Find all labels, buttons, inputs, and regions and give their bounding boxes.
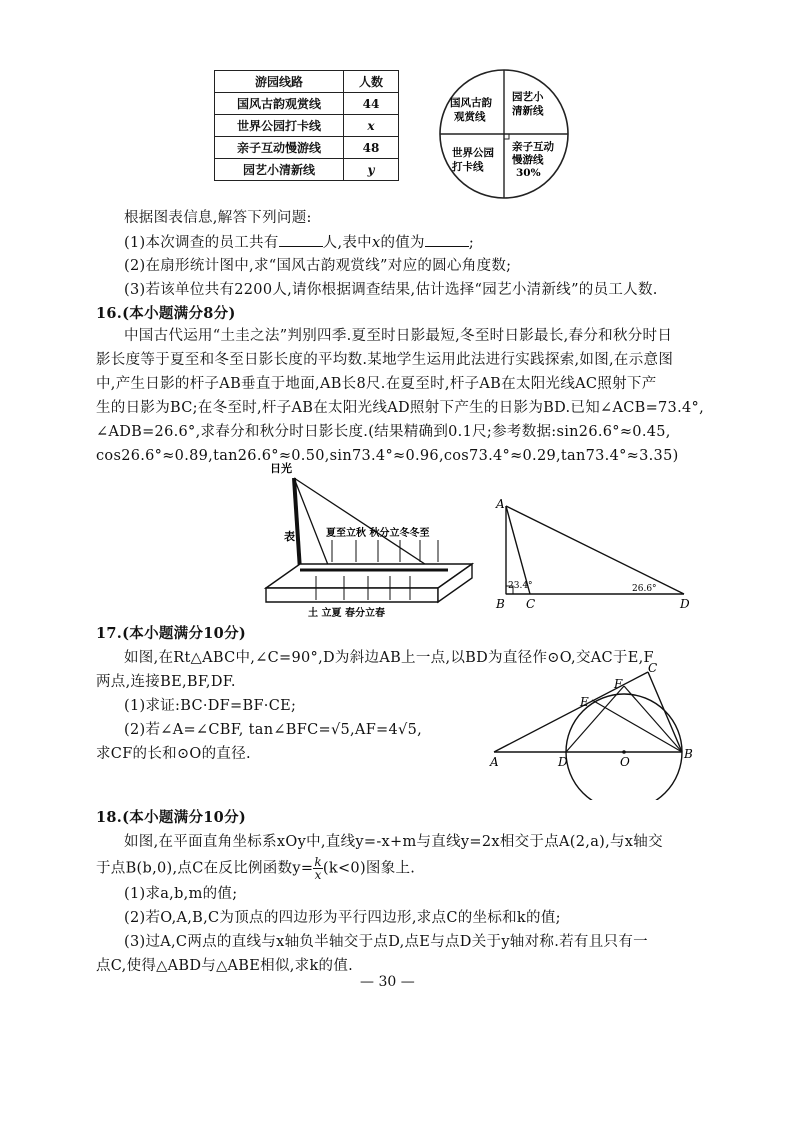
table-cell-route: 园艺小清新线	[215, 159, 344, 181]
q15-part1-d: 的值为	[380, 235, 425, 251]
table-header-count: 人数	[344, 71, 399, 93]
q18-l2-b: (k<0)图象上.	[322, 860, 416, 877]
q18-header: 18.(本小题满分10分)	[96, 809, 247, 826]
triangle-figure	[490, 494, 696, 612]
q16-line: cos26.6°≈0.89,tan26.6°≈0.50,sin73.4°≈0.96,cos73.4°≈0.29,tan73.4°≈3.35)	[96, 448, 679, 464]
point-a: A	[490, 755, 499, 769]
q16-line: 影长度等于夏至和冬至日影长度的平均数.某地学生运用此法进行实践探索,如图,在示意图	[96, 352, 674, 368]
segment-cb	[648, 672, 682, 752]
fraction-k-over-x	[313, 856, 323, 881]
q16-line: 中,产生日影的杆子AB垂直于地面,AB长8尺.在夏至时,杆子AB在太阳光线AC照射下产	[96, 376, 657, 392]
point-c: C	[648, 661, 658, 675]
fraction-denominator: x	[314, 868, 322, 882]
q15-part1-a: (1)本次调查的员工共有	[124, 235, 279, 251]
q16-line: ∠ADB=26.6°,求春分和秋分时日影长度.(结果精确到0.1尺;参考数据:sin26.6°≈0.45,	[96, 424, 671, 440]
table-row	[215, 93, 399, 115]
sun-label: 日光	[270, 462, 292, 475]
table-row	[215, 137, 399, 159]
pie-label: 清新线	[512, 105, 544, 117]
page-number: — 30 —	[360, 974, 415, 990]
route-table	[214, 70, 399, 181]
segment-ac	[494, 672, 648, 752]
q17-line: 两点,连接BE,BF,DF.	[96, 674, 236, 690]
point-d: D	[680, 597, 690, 611]
q15-part3: (3)若该单位共有2200人,请你根据调查结果,估计选择“园艺小清新线”的员工人数.	[124, 282, 658, 298]
circle-figure	[484, 660, 698, 800]
point-e: E	[580, 695, 589, 709]
answer-blank[interactable]	[425, 232, 469, 247]
angle-c-label: 23.4°	[508, 581, 533, 591]
table-cell-route: 亲子互动慢游线	[215, 137, 344, 159]
slab-front	[266, 588, 438, 602]
q15-part1-e: ;	[468, 235, 475, 251]
point-c: C	[526, 597, 536, 611]
biao-label: 表	[284, 530, 295, 543]
q18-line: 如图,在平面直角坐标系xOy中,直线y=-x+m与直线y=2x相交于点A(2,a),与x轴交	[124, 834, 663, 850]
center-point	[622, 750, 626, 754]
segment-ad	[506, 506, 684, 594]
q18-line: 点C,使得△ABD与△ABE相似,求k的值.	[96, 958, 354, 974]
pie-label: 打卡线	[452, 161, 484, 173]
q18-line: (3)过A,C两点的直线与x轴负半轴交于点D,点E与点D关于y轴对称.若有且只有一	[124, 934, 648, 950]
bottom-labels: 土 立夏 春分立春	[308, 608, 385, 619]
pie-label: 国风古韵	[450, 97, 492, 109]
table-header-row	[215, 71, 399, 93]
pie-label: 慢游线	[512, 154, 544, 166]
table-cell-route: 国风古韵观赏线	[215, 93, 344, 115]
pie-label: 观赏线	[454, 111, 486, 123]
q18-line: (2)若O,A,B,C为顶点的四边形为平行四边形,求点C的坐标和k的值;	[124, 910, 561, 926]
q15-part1-b: 人,表中	[322, 235, 372, 251]
point-a: A	[496, 497, 505, 511]
right-angle-mark	[504, 134, 509, 139]
pie-label: 亲子互动	[512, 141, 554, 153]
q16-line: 中国古代运用“土圭之法”判别四季.夏至时日影最短,冬至时日影最长,春分和秋分时日	[124, 328, 673, 344]
point-b: B	[496, 597, 505, 611]
pie-percent: 30%	[516, 167, 541, 179]
q16-line: 生的日影为BC;在冬至时,杆子AB在太阳光线AD照射下产生的日影为BD.已知∠ACB=73.4°,	[96, 400, 704, 416]
table-cell-count: 48	[344, 137, 399, 159]
table-cell-count: x	[344, 115, 399, 137]
q16-header: 16.(本小题满分8分)	[96, 305, 236, 322]
segment-bf	[624, 686, 682, 752]
slab-top	[266, 564, 472, 588]
q15-intro: 根据图表信息,解答下列问题:	[124, 210, 312, 226]
q17-header: 17.(本小题满分10分)	[96, 625, 247, 642]
point-o: O	[620, 755, 630, 769]
q17-line: 求CF的长和⊙O的直径.	[96, 746, 251, 762]
q18-l2-a: 于点B(b,0),点C在反比例函数y=	[96, 860, 314, 877]
point-f: F	[614, 677, 623, 691]
table-row	[215, 159, 399, 181]
table-cell-count: 44	[344, 93, 399, 115]
q17-line: 如图,在Rt△ABC中,∠C=90°,D为斜边AB上一点,以BD为直径作⊙O,交AC于E,F	[124, 650, 654, 666]
pie-chart	[436, 66, 572, 202]
q15-part1	[124, 232, 474, 253]
q15-part1-var: x	[371, 235, 381, 251]
q15-part2: (2)在扇形统计图中,求“国风古韵观赏线”对应的圆心角度数;	[124, 258, 512, 274]
point-b: B	[684, 747, 693, 761]
q17-line: (1)求证:BC·DF=BF·CE;	[124, 698, 297, 714]
q18-line: (1)求a,b,m的值;	[124, 886, 238, 902]
table-cell-count: y	[344, 159, 399, 181]
q17-line: (2)若∠A=∠CBF, tan∠BFC=√5,AF=4√5,	[124, 722, 423, 738]
table-cell-route: 世界公园打卡线	[215, 115, 344, 137]
sun-ray	[294, 478, 434, 570]
pie-label: 世界公园	[452, 147, 494, 159]
angle-d-label: 26.6°	[632, 584, 657, 594]
q18-line-fraction	[96, 856, 415, 881]
segment-df	[566, 686, 624, 752]
top-labels: 夏至立秋 秋分立冬冬至	[326, 528, 430, 539]
pie-label: 园艺小	[512, 91, 544, 103]
answer-blank[interactable]	[279, 232, 323, 247]
table-row	[215, 115, 399, 137]
fraction-numerator: k	[314, 855, 322, 869]
table-header-route: 游园线路	[215, 71, 344, 93]
point-d: D	[558, 755, 568, 769]
sundial-figure	[258, 460, 480, 620]
top-arrows	[332, 540, 438, 562]
